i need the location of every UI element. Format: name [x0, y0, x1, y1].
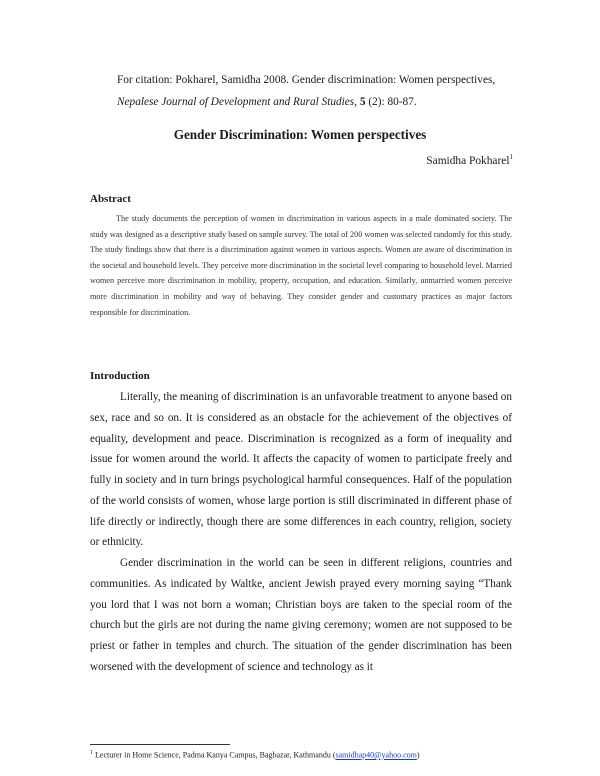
- citation-line-2: [117, 91, 537, 113]
- paper-title: Gender Discrimination: Women perspectives: [173, 127, 427, 142]
- journal-pages: (2): 80-87.: [365, 96, 417, 108]
- citation-line-1: For citation: Pokharel, Samidha 2008. Gender discrimination: Women perspectives,: [117, 74, 496, 86]
- introduction-paragraph-2: Gender discrimination in the world can be seen in different religions, countries and communities. As indicated by Waltke, ancient Jewish prayed every morning saying “Thank you lord that I was not born a woman; Christian boys are taken to the special room of the church but the girls are not during the name giving ceremony; women are not supposed to be priest or father in temples and church. The situation of the gender discrimination has been worsened with the development of science and technology as it: [90, 557, 512, 673]
- introduction-body: [90, 387, 512, 678]
- introduction-heading: Introduction: [90, 370, 150, 382]
- author-name: Samidha Pokharel: [426, 154, 510, 167]
- footnote-text: Lecturer in Home Science, Padma Kanya Campus, Bagbazar, Kathmandu (: [93, 750, 336, 760]
- journal-volume: 5: [359, 96, 366, 108]
- footnote-mark: 1: [90, 750, 93, 756]
- footnote: [90, 750, 420, 760]
- journal-name: Nepalese Journal of Development and Rural Studies: [117, 96, 355, 108]
- footnote-divider: [90, 744, 230, 745]
- introduction-paragraph-1: Literally, the meaning of discrimination is an unfavorable treatment to anyone based on sex, race and so on. It is considered as an obstacle for the achievement of the objectives of equality, development and peace. Discrimination is recognized as a form of inequality and issue for women around the world. It affects the capacity of women to participate freely and fully in society and in turn brings psychological harmful consequences. Half of the population of the world consists of women, whose large portion is still discriminated in different phase of life directly or indirectly, though there are some differences in each country, religion, society or ethnicity.: [90, 391, 512, 549]
- abstract-text: The study documents the perception of women in discrimination in various aspects in a male dominated society. The study was designed as a descriptive study based on sample survey. The total of 200 women was selected randomly for this study. The study findings show that there is a discrimination against women in various aspects. Women are aware of discrimination in the societal and household levels. They perceive more discrimination in the societal level comparing to household level. Married women perceive more discrimination in mobility, property, occupation, and education. Similarly, unmarried women perceive more discrimination in mobility and way of behaving. They consider gender and customary practices as major factors responsible for discrimination.: [90, 214, 512, 317]
- author-email-link[interactable]: samidhap40@yahoo.com: [335, 750, 417, 760]
- abstract-heading: Abstract: [90, 193, 131, 205]
- citation-separator: ,: [354, 96, 360, 108]
- footnote-close: ): [416, 750, 420, 760]
- author-line: [426, 153, 513, 167]
- citation-block: [117, 69, 537, 113]
- author-footnote-mark: 1: [509, 153, 513, 161]
